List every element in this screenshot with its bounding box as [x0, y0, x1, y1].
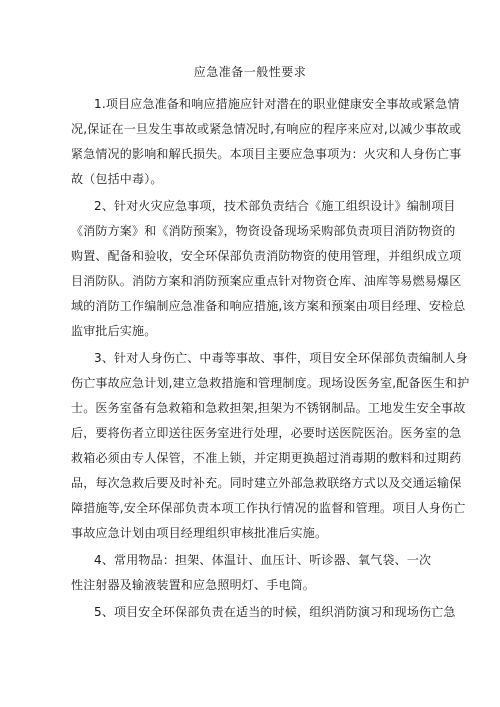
paragraph-2-line-4: 目消防队。消防方案和消防预案应重点针对物资仓库、油库等易燃易爆区	[71, 274, 462, 288]
paragraph-3-line-8: 事故应急计划由项目经理组织审核批准后实施。	[71, 526, 328, 540]
paragraph-1-line-3: 紧急情况的影响和解氏损失。本项目主要应急事项为：火灾和人身伤亡事	[71, 147, 462, 161]
paragraph-4-line-1: 4、常用物品：担架、体温计、血压计、听诊器、氧气袋、一次	[94, 553, 432, 567]
paragraph-3-line-2: 伤亡事故应急计划,建立急救措施和管理制度。现场设医务室,配备医生和护	[71, 376, 470, 390]
paragraph-3-line-6: 品，每次急救后要及时补充。同时建立外部急救联络方式以及交通运输保	[71, 476, 462, 490]
paragraph-2-line-6: 监审批后实施。	[71, 324, 157, 338]
paragraph-3-line-7: 障措施等,安全环保部负责本项工作执行情况的监督和管理。项目人身伤亡	[71, 501, 466, 515]
paragraph-3-line-4: 后，要将伤者立即送往医务室进行处理，必要时送医院医治。医务室的急	[71, 426, 462, 440]
paragraph-5-line-1: 5、项目安全环保部负责在适当的时候，组织消防演习和现场伤亡急	[94, 605, 456, 619]
paragraph-2-line-5: 域的消防工作编制应急准备和响应措施,该方案和预案由项目经理、安检总	[71, 299, 466, 313]
paragraph-2-line-1: 2、针对火灾应急事项，技术部负责结合《施工组织设计》编制项目	[94, 199, 456, 213]
paragraph-1-line-2: 况,保证在一旦发生事故或紧急情况时,有响应的程序来应对,以减少事故或	[71, 122, 462, 136]
paragraph-2-line-3: 购置、配备和验收，安全环保部负责消防物资的使用管理，并组织成立项	[71, 249, 462, 263]
document-title: 应急准备一般性要求	[193, 65, 307, 79]
paragraph-3-line-1: 3、针对人身伤亡、中毒等事故、事件，项目安全环保部负责编制人身	[94, 351, 468, 365]
paragraph-2-line-2: 《消防方案》和《消防预案》，物资设备现场采购部负责项目消防物资的	[71, 224, 456, 238]
paragraph-3-line-5: 救箱必须由专人保管，不准上锁，并定期更换超过消毒期的敷料和过期药	[71, 451, 462, 465]
paragraph-1-line-1: 1.项目应急准备和响应措施应针对潜在的职业健康安全事故或紧急情	[94, 97, 460, 111]
paragraph-1-line-4: 故（包括中毒）。	[71, 172, 163, 186]
paragraph-4-line-2: 性注射器及输液装置和应急照明灯、手电筒。	[71, 578, 316, 592]
paragraph-3-line-3: 士。医务室备有急救箱和急救担架,担架为不锈钢制品。工地发生安全事故	[71, 401, 466, 415]
